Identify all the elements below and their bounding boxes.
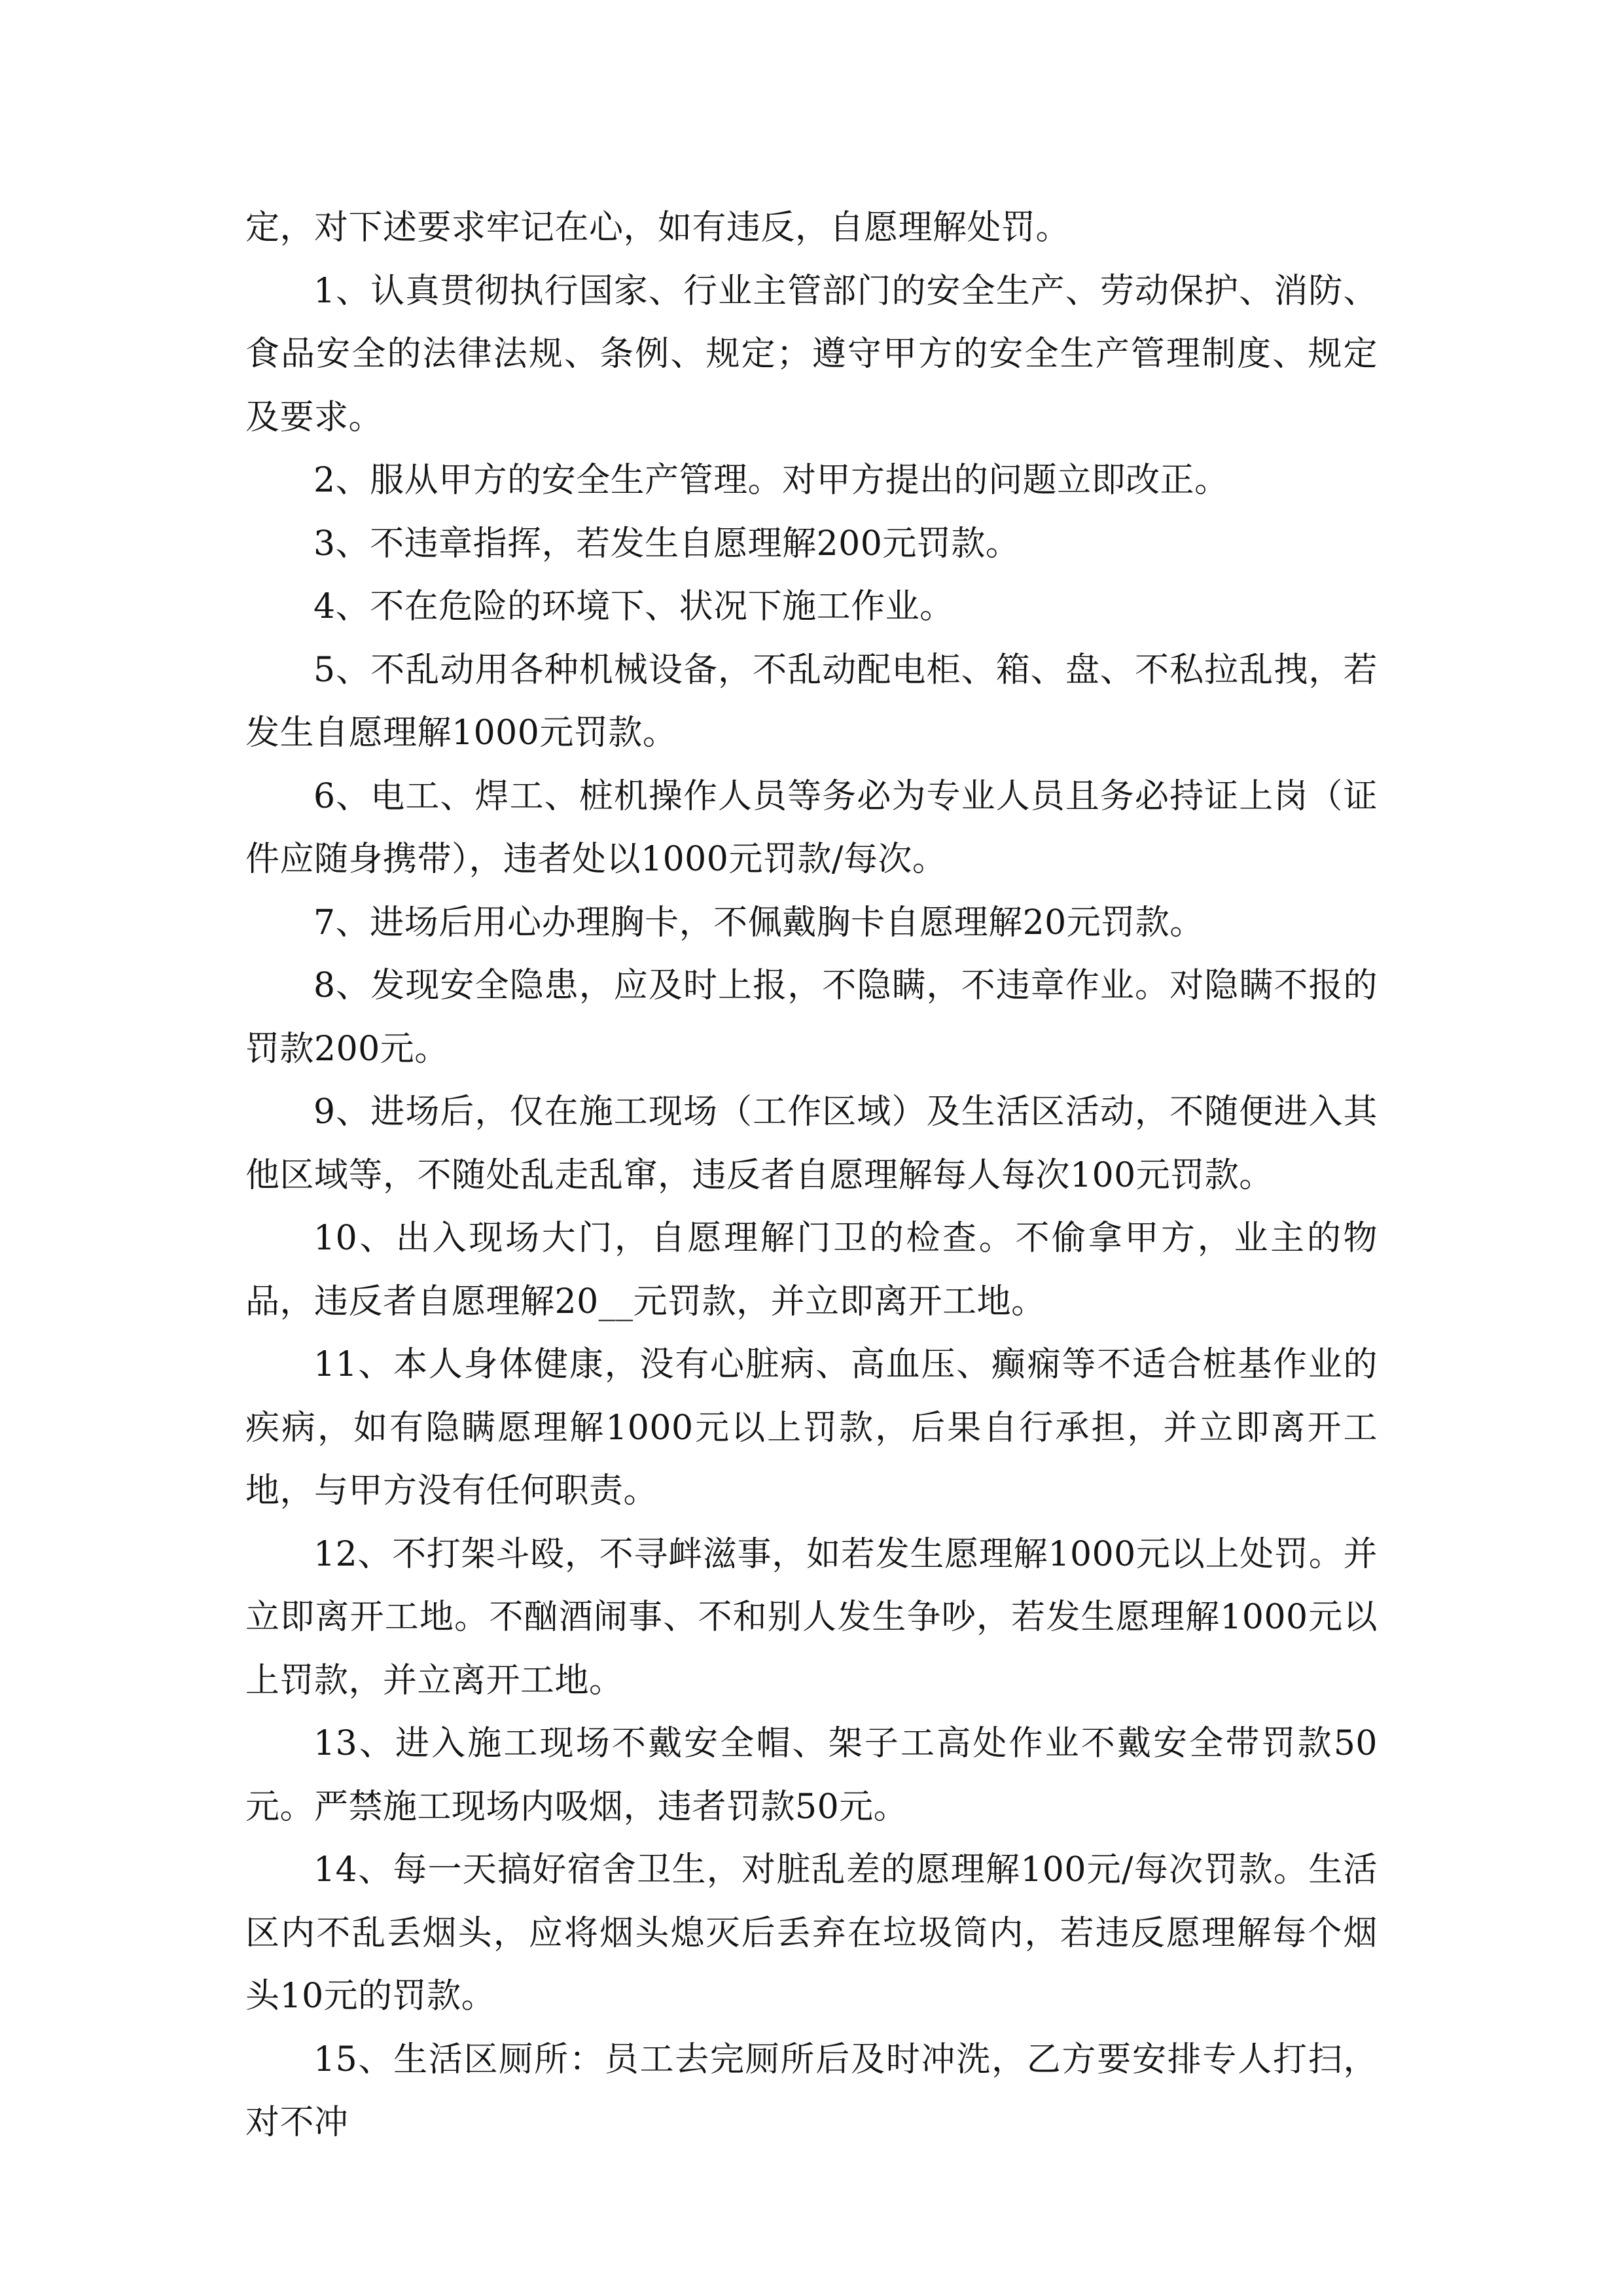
document-body xyxy=(245,196,1378,2155)
rule-item-5: 5、不乱动用各种机械设备，不乱动配电柜、箱、盘、不私拉乱拽，若发生自愿理解1000元罚款。 xyxy=(245,650,1378,753)
rule-item-10: 10、出入现场大门，自愿理解门卫的检查。不偷拿甲方，业主的物品，违反者自愿理解20__元罚款，并立即离开工地。 xyxy=(245,1219,1378,1321)
continuation-paragraph: 定，对下述要求牢记在心，如有违反，自愿理解处罚。 xyxy=(245,208,1071,247)
rule-item-11: 11、本人身体健康，没有心脏病、高血压、癫痫等不适合桩基作业的疾病，如有隐瞒愿理解1000元以上罚款，后果自行承担，并立即离开工地，与甲方没有任何职责。 xyxy=(245,1345,1378,1511)
rule-item-12: 12、不打架斗殴，不寻衅滋事，如若发生愿理解1000元以上处罚。并立即离开工地。不酗酒闹事、不和别人发生争吵，若发生愿理解1000元以上罚款，并立离开工地。 xyxy=(245,1534,1378,1700)
rule-item-3: 3、不违章指挥，若发生自愿理解200元罚款。 xyxy=(313,524,1020,564)
rule-item-14: 14、每一天搞好宿舍卫生，对脏乱差的愿理解100元/每次罚款。生活区内不乱丢烟头，应将烟头熄灭后丢弃在垃圾筒内，若违反愿理解每个烟头10元的罚款。 xyxy=(245,1850,1378,2016)
rule-item-15: 15、生活区厕所：员工去完厕所后及时冲洗，乙方要安排专人打扫，对不冲 xyxy=(245,2039,1378,2142)
rule-item-6: 6、电工、焊工、桩机操作人员等务必为专业人员且务必持证上岗（证件应随身携带），违者处以1000元罚款/每次。 xyxy=(245,776,1378,879)
rule-item-7: 7、进场后用心办理胸卡，不佩戴胸卡自愿理解20元罚款。 xyxy=(313,903,1204,942)
rule-item-2: 2、服从甲方的安全生产管理。对甲方提出的问题立即改正。 xyxy=(313,461,1229,500)
rule-item-13: 13、进入施工现场不戴安全帽、架子工高处作业不戴安全带罚款50元。严禁施工现场内吸烟，违者罚款50元。 xyxy=(245,1724,1378,1827)
rule-item-4: 4、不在危险的环境下、状况下施工作业。 xyxy=(313,587,954,626)
rule-item-8: 8、发现安全隐患，应及时上报，不隐瞒，不违章作业。对隐瞒不报的罚款200元。 xyxy=(245,966,1378,1069)
rule-item-9: 9、进场后，仅在施工现场（工作区域）及生活区活动，不随便进入其他区域等，不随处乱走乱窜，违反者自愿理解每人每次100元罚款。 xyxy=(245,1092,1378,1195)
rule-item-1: 1、认真贯彻执行国家、行业主管部门的安全生产、劳动保护、消防、食品安全的法律法规、条例、规定；遵守甲方的安全生产管理制度、规定及要求。 xyxy=(245,271,1378,437)
